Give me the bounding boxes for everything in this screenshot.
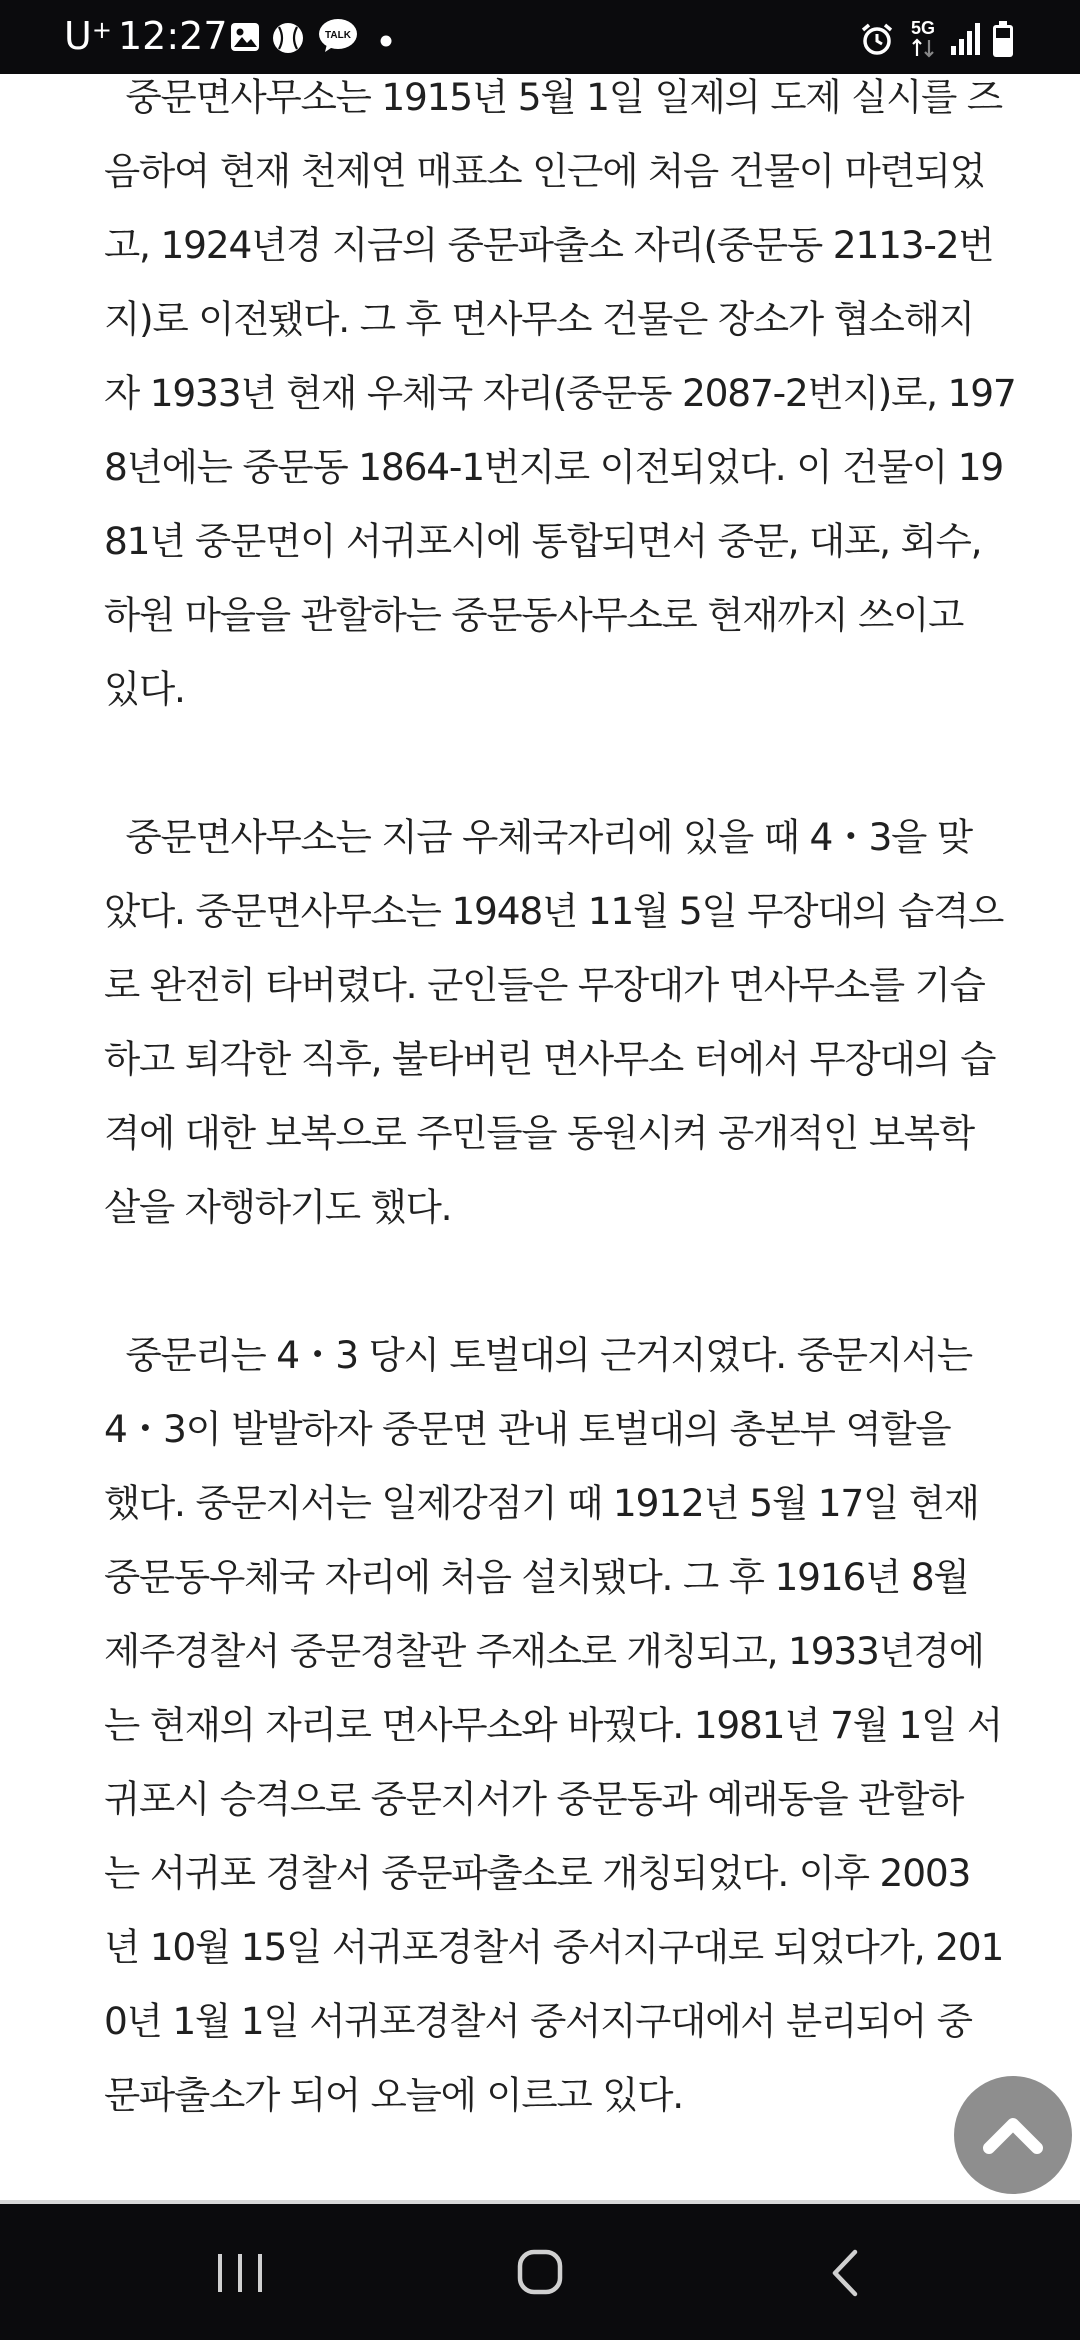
text-line: 중문리는 4・3 당시 토벌대의 근거지였다. 중문지서는 [104, 1333, 972, 1377]
article-paragraph [104, 60, 1016, 726]
paragraph-spacer [104, 1244, 984, 1318]
text-line: 중문면사무소는 1915년 5월 1일 일제의 도제 실시를 즈 [104, 75, 1002, 119]
svg-text:5G: 5G [910, 18, 936, 38]
baseball-icon [272, 22, 304, 58]
recent-apps-button[interactable] [190, 2228, 290, 2318]
text-line: 중문면사무소는 지금 우체국자리에 있을 때 4・3을 맞 [104, 815, 972, 859]
article-paragraph [104, 800, 1004, 1244]
text-line: 문파출소가 되어 오늘에 이르고 있다. [104, 2073, 683, 2117]
text-line: 81년 중문면이 서귀포시에 통합되면서 중문, 대포, 회수, [104, 519, 982, 563]
text-line: 0년 1월 1일 서귀포경찰서 중서지구대에서 분리되어 중 [104, 1999, 972, 2043]
home-button[interactable] [490, 2228, 590, 2318]
text-line: 하고 퇴각한 직후, 불타버린 면사무소 터에서 무장대의 습 [104, 1037, 996, 1081]
text-line: 는 현재의 자리로 면사무소와 바꿨다. 1981년 7월 1일 서 [104, 1703, 1002, 1747]
navigation-bar [0, 2204, 1080, 2340]
recent-apps-icon [190, 2228, 290, 2318]
kakaotalk-icon [318, 18, 358, 58]
5g-icon [906, 16, 940, 64]
text-line: 했다. 중문지서는 일제강점기 때 1912년 5월 17일 현재 [104, 1481, 979, 1525]
signal-icon [950, 22, 982, 60]
dot-icon [380, 32, 392, 51]
text-line: 지)로 이전됐다. 그 후 면사무소 건물은 장소가 협소해지 [104, 297, 974, 341]
text-line: 중문동우체국 자리에 처음 설치됐다. 그 후 1916년 8월 [104, 1555, 969, 1599]
text-line: 고, 1924년경 지금의 중문파출소 자리(중문동 2113-2번 [104, 223, 994, 267]
status-clock: 12:27 [118, 14, 228, 58]
text-line: 제주경찰서 중문경찰관 주재소로 개칭되고, 1933년경에 [104, 1629, 984, 1673]
chevron-up-icon [954, 2076, 1072, 2194]
text-line: 음하여 현재 천제연 매표소 인근에 처음 건물이 마련되었 [104, 149, 985, 193]
text-line: 귀포시 승격으로 중문지서가 중문동과 예래동을 관할하 [104, 1777, 964, 1821]
back-button[interactable] [795, 2228, 895, 2318]
battery-icon [992, 20, 1014, 62]
paragraph-spacer [104, 726, 984, 800]
text-line: 았다. 중문면사무소는 1948년 11월 5일 무장대의 습격으 [104, 889, 1004, 933]
text-line: 있다. [104, 667, 185, 711]
text-line: 하원 마을을 관할하는 중문동사무소로 현재까지 쓰이고 [104, 593, 964, 637]
alarm-icon [860, 22, 894, 60]
text-line: 는 서귀포 경찰서 중문파출소로 개칭되었다. 이후 2003 [104, 1851, 971, 1895]
text-line: 4・3이 발발하자 중문면 관내 토벌대의 총본부 역할을 [104, 1407, 951, 1451]
text-line: 로 완전히 타버렸다. 군인들은 무장대가 면사무소를 기습 [104, 963, 985, 1007]
gallery-icon [230, 22, 260, 56]
text-line: 격에 대한 보복으로 주민들을 동원시켜 공개적인 보복학 [104, 1111, 974, 1155]
article-paragraph [104, 1318, 1004, 2132]
carrier-label: U+ [64, 14, 112, 58]
text-line: 8년에는 중문동 1864-1번지로 이전되었다. 이 건물이 19 [104, 445, 1004, 489]
article-body [104, 60, 1016, 2132]
back-icon [795, 2228, 895, 2318]
scroll-to-top-button[interactable] [954, 2076, 1072, 2194]
svg-text:TALK: TALK [325, 30, 351, 41]
home-icon [490, 2228, 590, 2318]
text-line: 자 1933년 현재 우체국 자리(중문동 2087-2번지)로, 197 [104, 371, 1016, 415]
text-line: 살을 자행하기도 했다. [104, 1185, 452, 1229]
text-line: 년 10월 15일 서귀포경찰서 중서지구대로 되었다가, 201 [104, 1925, 1004, 1969]
